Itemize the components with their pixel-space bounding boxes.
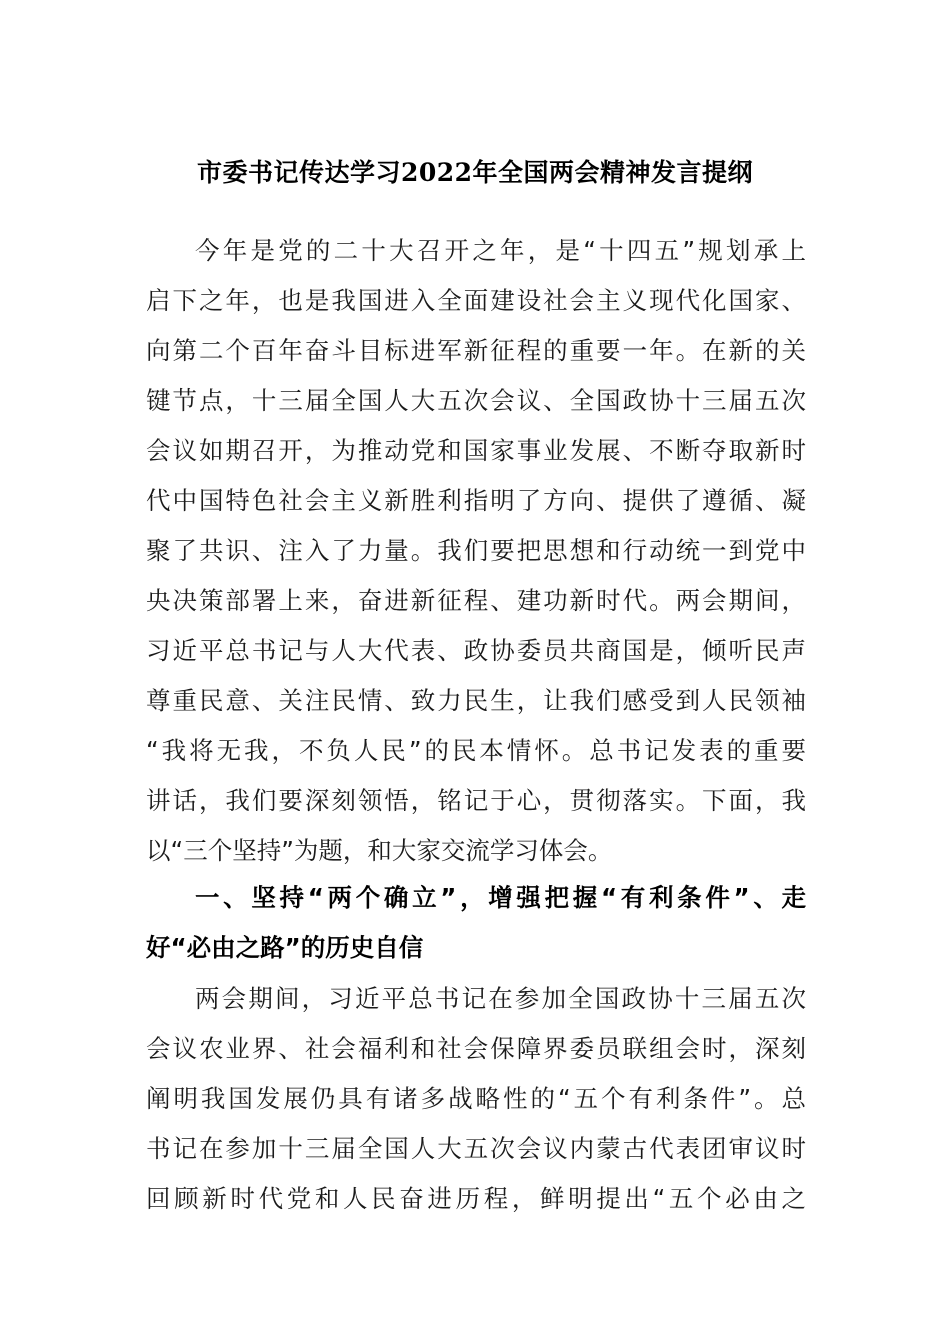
paragraph-line: “我将无我，不负人民”的民本情怀。总书记发表的重要 — [146, 736, 806, 765]
paragraph-line: 聚了共识、注入了力量。我们要把思想和行动统一到党中 — [146, 536, 806, 565]
document-title: 市委书记传达学习2022年全国两会精神发言提纲 — [196, 158, 754, 187]
paragraph-line: 两会期间，习近平总书记在参加全国政协十三届五次 — [195, 984, 806, 1013]
paragraph-line: 会议农业界、社会福利和社会保障界委员联组会时，深刻 — [146, 1034, 806, 1063]
paragraph-line: 尊重民意、关注民情、致力民生，让我们感受到人民领袖 — [146, 686, 806, 715]
paragraph-line: 讲话，我们要深刻领悟，铭记于心，贯彻落实。下面，我 — [146, 786, 806, 815]
paragraph-line: 以“三个坚持”为题，和大家交流学习体会。 — [146, 836, 613, 865]
paragraph-line: 代中国特色社会主义新胜利指明了方向、提供了遵循、凝 — [146, 486, 806, 515]
paragraph-line: 央决策部署上来，奋进新征程、建功新时代。两会期间， — [146, 586, 806, 615]
paragraph-line: 回顾新时代党和人民奋进历程，鲜明提出“五个必由之 — [146, 1184, 806, 1213]
paragraph-line: 书记在参加十三届全国人大五次会议内蒙古代表团审议时 — [146, 1134, 806, 1163]
section-heading-line: 好“必由之路”的历史自信 — [146, 933, 424, 962]
paragraph-line: 向第二个百年奋斗目标进军新征程的重要一年。在新的关 — [146, 336, 806, 365]
paragraph-line: 阐明我国发展仍具有诸多战略性的“五个有利条件”。总 — [146, 1084, 806, 1113]
paragraph-line: 启下之年，也是我国进入全面建设社会主义现代化国家、 — [146, 286, 806, 315]
paragraph-line: 习近平总书记与人大代表、政协委员共商国是，倾听民声 — [146, 636, 806, 665]
section-heading-line: 一、坚持“两个确立”，增强把握“有利条件”、走 — [195, 883, 806, 912]
paragraph-line: 键节点，十三届全国人大五次会议、全国政协十三届五次 — [146, 386, 806, 415]
paragraph-line: 今年是党的二十大召开之年，是“十四五”规划承上 — [195, 236, 806, 265]
paragraph-line: 会议如期召开，为推动党和国家事业发展、不断夺取新时 — [146, 436, 806, 465]
